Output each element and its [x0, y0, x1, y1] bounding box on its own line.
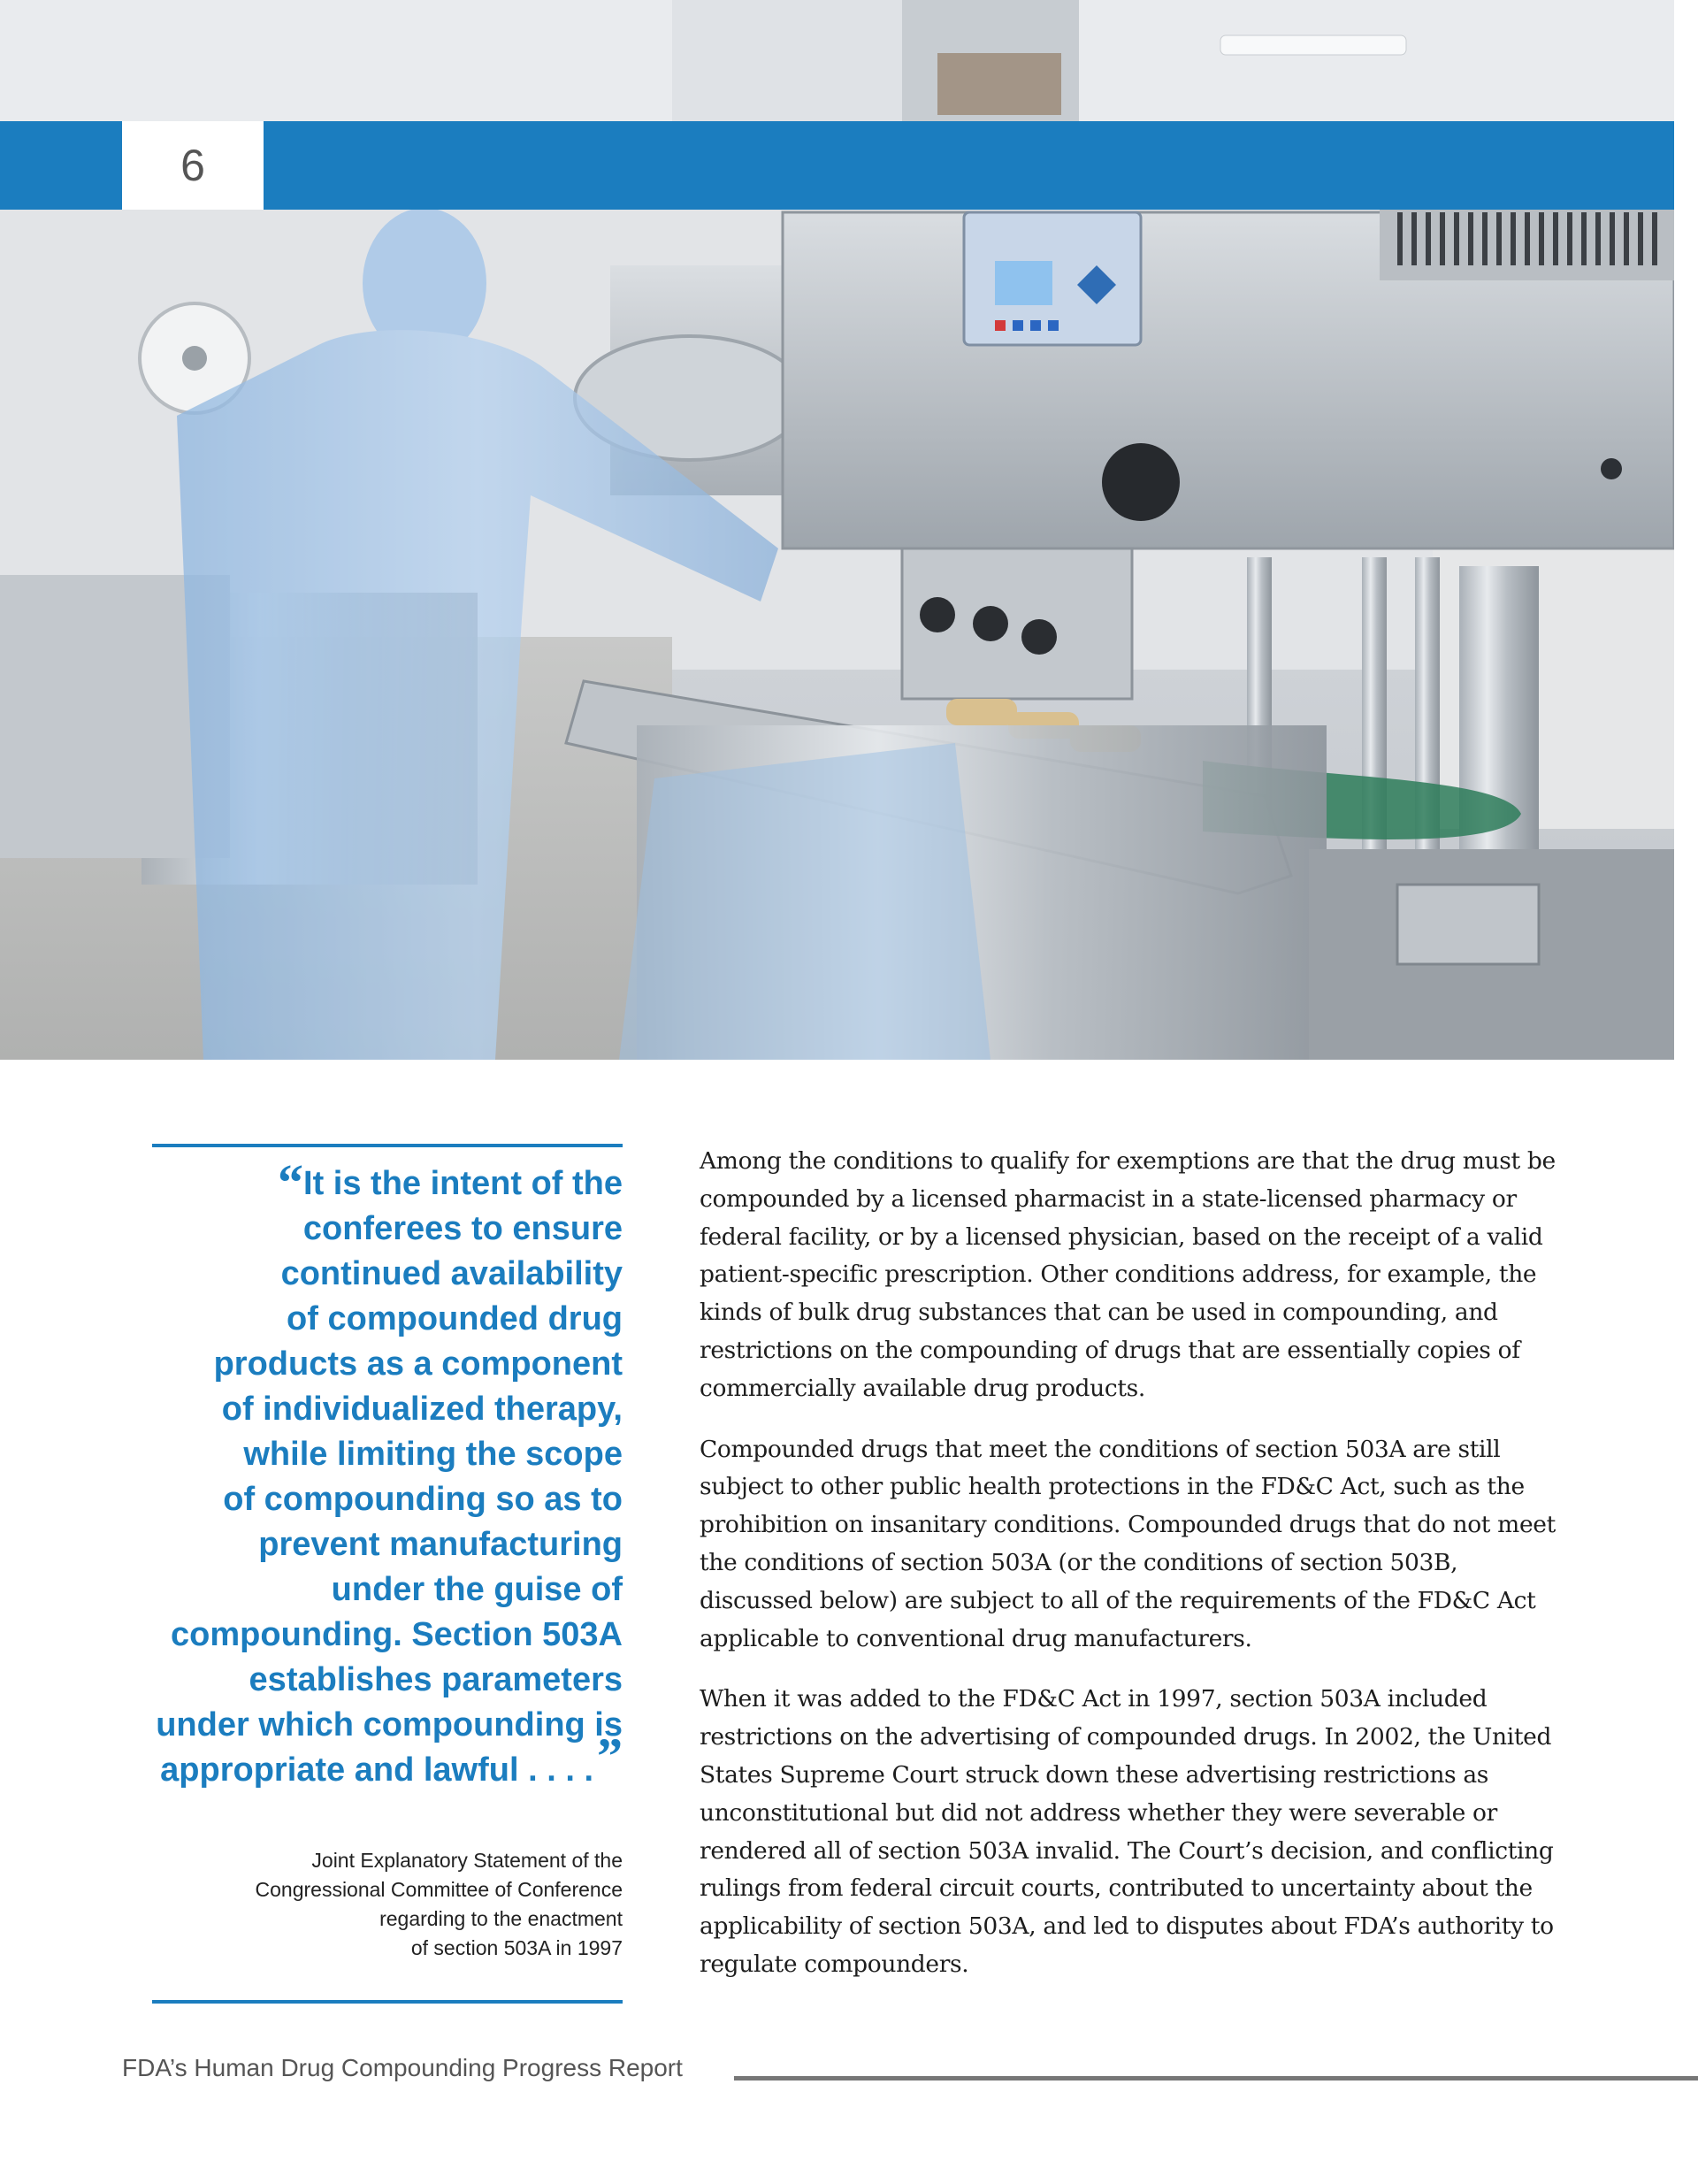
- pull-quote-line: products as a component: [213, 1345, 623, 1383]
- close-quote-mark: ”: [597, 1728, 623, 1785]
- pull-quote-line: It is the intent of the: [303, 1165, 623, 1202]
- pull-quote-line: compounding. Section 503A: [171, 1616, 623, 1653]
- attribution-line: Joint Explanatory Statement of the: [311, 1849, 623, 1872]
- open-quote-mark: “: [278, 1153, 304, 1211]
- pull-quote-line: under the guise of: [331, 1571, 623, 1608]
- pull-quote-line: establishes parameters: [249, 1661, 623, 1698]
- quote-attribution: [152, 1846, 623, 1963]
- pull-quote-line: conferees to ensure: [302, 1210, 623, 1247]
- pull-quote-line: appropriate and lawful . . . .: [160, 1751, 593, 1789]
- quote-top-rule: [152, 1144, 623, 1147]
- body-text-column: [700, 1143, 1557, 2007]
- page-number: 6: [122, 121, 264, 210]
- body-paragraph: When it was added to the FD&C Act in 1997, section 503A included restrictions on the advertising of compounded drugs. In 2002, the United States Supreme Court struck down these advertising restrictions as unconstitutional but did not address whether they were severable or rendered all of section 503A invalid. The Court’s decision, and conflicting rulings from federal circuit courts, contributed to uncertainty about the applicability of section 503A, and led to disputes about FDA’s authority to regulate compounders.: [700, 1685, 1554, 1978]
- footer-report-title: FDA’s Human Drug Compounding Progress Report: [122, 2054, 683, 2081]
- body-paragraph: Compounded drugs that meet the conditions of section 503A are still subject to other public health protections in the FD&C Act, such as the prohibition on insanitary conditions. Compounded drugs that do not meet the conditions of section 503A (or the conditions of section 503B, discussed below) are subject to all of the requirements of the FD&C Act applicable to conventional drug manufacturers.: [700, 1435, 1556, 1652]
- pull-quote-line: of compounding so as to: [223, 1481, 623, 1518]
- pull-quote-line: under which compounding is: [156, 1706, 623, 1743]
- pull-quote-line: of compounded drug: [287, 1300, 623, 1337]
- footer-rule: [734, 2076, 1698, 2081]
- pull-quote-line: continued availability: [280, 1255, 623, 1292]
- quote-bottom-rule: [152, 2000, 623, 2004]
- attribution-line: Congressional Committee of Conference: [255, 1878, 623, 1901]
- pull-quote-line: while limiting the scope: [243, 1436, 623, 1473]
- pull-quote-line: of individualized therapy,: [221, 1391, 623, 1428]
- pull-quote-line: prevent manufacturing: [258, 1526, 623, 1563]
- body-paragraph: Among the conditions to qualify for exemptions are that the drug must be compounded by a licensed pharmacist in a state-licensed pharmacy or federal facility, or by a licensed physician, based on the receipt of a valid patient-specific prescription. Other conditions address, for example, the kinds of bulk drug substances that can be used in compounding, and restrictions on the compounding of drugs that are essentially copies of commercially available drug products.: [700, 1147, 1556, 1402]
- pull-quote: [124, 1153, 623, 1793]
- attribution-line: of section 503A in 1997: [410, 1936, 623, 1959]
- attribution-line: regarding to the enactment: [379, 1907, 623, 1930]
